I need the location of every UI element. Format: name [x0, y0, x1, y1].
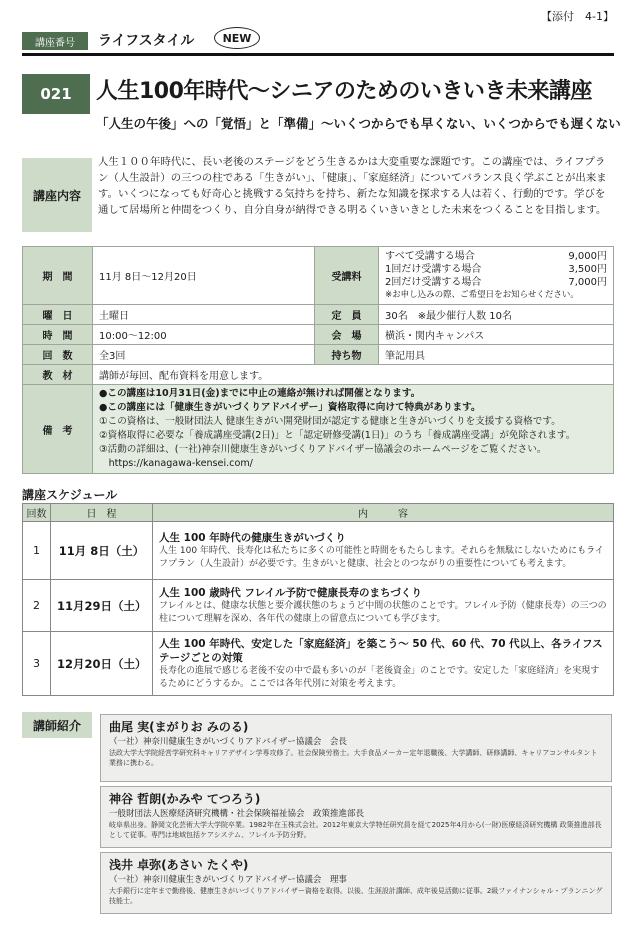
time-label: 時 間 [23, 325, 93, 345]
new-badge: NEW [214, 27, 260, 49]
table-row [23, 522, 614, 580]
fee-list [379, 247, 614, 305]
session-content [153, 522, 614, 580]
category-label: ライフスタイル [98, 33, 195, 49]
lecturer-bio: 岐阜県出身。静岡文化芸術大学大学院卒業。1982年在玉株式会社。2012年東京大学特任研究員を経て2025年4月から(一財)医療経済研究機構 政策推進部長として従事。専門は地域包括ケアシステム、フレイル予防分野。 [109, 821, 602, 839]
note-line: ③活動の詳細は、(一社)神奈川健康生きがいづくりアドバイザー協議会のホームページをご覧ください。 [99, 444, 547, 455]
course-number: 021 [22, 74, 90, 114]
lecturer-affiliation: （一社）神奈川健康生きがいづくりアドバイザー協議会 理事 [109, 875, 347, 885]
fee-row: 2回だけ受講する場合 7,000円 [385, 276, 607, 288]
info-table [22, 246, 614, 474]
session-date: 11月29日（土） [51, 580, 153, 632]
session-title: 人生 100 年時代の健康生きがいづくり [159, 531, 346, 544]
col-date-header: 日 程 [51, 504, 153, 522]
count-label: 回 数 [23, 345, 93, 365]
items-value: 筆記用具 [379, 345, 614, 365]
session-no: 1 [23, 522, 51, 580]
time-value: 10:00～12:00 [93, 325, 315, 345]
period-value: 11月 8日～12月20日 [93, 247, 315, 305]
session-date: 11月 8日（土） [51, 522, 153, 580]
venue-value: 横浜・関内キャンパス [379, 325, 614, 345]
session-content [153, 632, 614, 696]
lecturer-label: 講師紹介 [22, 712, 92, 738]
fee-note: ※お申し込みの際、ご希望日をお知らせください。 [385, 289, 579, 300]
lecturer-name: 神谷 哲朗(かみや てつろう) [109, 792, 261, 806]
material-label: 教 材 [23, 365, 93, 385]
lecturer-card [100, 714, 612, 782]
period-label: 期 間 [23, 247, 93, 305]
items-label: 持ち物 [315, 345, 379, 365]
session-title: 人生 100 年時代、安定した「家庭経済」を築こう～ 50 代、60 代、70 代以上、各ライフステージごとの対策 [159, 637, 603, 664]
schedule-table [22, 503, 614, 696]
material-value: 講師が毎回、配布資料を用意します。 [93, 365, 614, 385]
count-value: 全3回 [93, 345, 315, 365]
note-line: ①この資格は、一般財団法人 健康生きがい開発財団が認定する健康と生きがいづくりを支援する資格です。 [99, 416, 561, 427]
attachment-label: 【添付 4-1】 [541, 10, 614, 23]
schedule-heading: 講座スケジュール [22, 488, 118, 502]
homepage-link[interactable]: https://kanagawa-kensei.com/ [99, 458, 253, 469]
intro-label: 講座内容 [22, 158, 92, 232]
session-no: 2 [23, 580, 51, 632]
fee-label: 受講料 [315, 247, 379, 305]
lecturer-affiliation: （一社）神奈川健康生きがいづくりアドバイザー協議会 会長 [109, 737, 347, 747]
session-title: 人生 100 歳時代 フレイル予防で健康長寿のまちづくり [159, 586, 422, 599]
course-title: 人生100年時代～シニアのためのいきいき未来講座 [96, 79, 592, 104]
fee-row: 1回だけ受講する場合 3,500円 [385, 263, 607, 275]
lecturer-name: 曲尾 実(まがりお みのる) [109, 720, 249, 734]
session-content [153, 580, 614, 632]
notes-box [93, 385, 614, 474]
venue-label: 会 場 [315, 325, 379, 345]
table-row [23, 632, 614, 696]
lecturer-name: 浅井 卓弥(あさい たくや) [109, 858, 249, 872]
table-row [23, 580, 614, 632]
session-desc: フレイルとは、健康な状態と要介護状態のちょうど中間の状態のことです。フレイル予防（健康長寿）の三つの柱について理解を深め、各年代の健康上の留意点についても学びます。 [159, 600, 607, 624]
notes-label: 備 考 [23, 385, 93, 474]
course-subtitle: 「人生の午後」への「覚悟」と「準備」～いくつからでも早くない、いくつからでも遅くない [96, 116, 621, 131]
lecturer-bio: 大手銀行に定年まで勤務後、健康生きがいづくりアドバイザー資格を取得。以後、生涯設計講師、成年後見活動に従事。2級ファイナンシャル・プランニング技能士。 [109, 887, 603, 905]
capacity-value: 30名 ※最少催行人数 10名 [379, 305, 614, 325]
note-line: ②資格取得に必要な「養成講座受講(2日)」と「認定研修受講(1日)」のうち「養成講座受講」が免除されます。 [99, 430, 576, 441]
col-content-header: 内 容 [153, 504, 614, 522]
course-number-label: 講座番号 [22, 32, 88, 50]
day-label: 曜 日 [23, 305, 93, 325]
session-desc: 人生 100 年時代、長寿化は私たちに多くの可能性と時間をもたらします。それらを無駄にしないためにもライフプラン（人生設計）が必要です。生きがいと健康、社会とのつながりの重要性についても考えます。 [159, 545, 604, 569]
lecturer-card [100, 786, 612, 848]
fee-row: すべて受講する場合 9,000円 [385, 250, 607, 262]
note-line: ●この講座は10月31日(金)までに中止の連絡が無ければ開催となります。 [99, 388, 421, 399]
lecturer-bio: 法政大学大学院経営学研究科キャリアデザイン学専攻修了。社会保険労務士。大手食品メーカー定年退職後、大学講師、研修講師、キャリアコンサルタント業務に携わる。 [109, 749, 598, 767]
lecturer-affiliation: 一般財団法人医療経済研究機構・社会保険福祉協会 政策推進部長 [109, 809, 365, 819]
note-line: ●この講座には「健康生きがいづくりアドバイザー」資格取得に向けて特典があります。 [99, 402, 481, 413]
col-no-header: 回数 [23, 504, 51, 522]
lecturer-card [100, 852, 612, 914]
capacity-label: 定 員 [315, 305, 379, 325]
session-desc: 長寿化の進展で感じる老後不安の中で最も多いのが「老後資金」のことです。安定した「家庭経済」を実現するためにどうするか。ここでは各年代別に対策を考えます。 [159, 665, 600, 689]
header-divider [22, 53, 614, 56]
session-no: 3 [23, 632, 51, 696]
intro-text: 人生１００年時代に、長い老後のステージをどう生きるかは大変重要な課題です。この講座では、ライフプラン（人生設計）の三つの柱である「生きがい」、「健康」、「家庭経済」についてバランス良く学ぶことが出来ます。いくつになっても好奇心と挑戦する気持ちを持ち、新たな知識を探求する人は若く、行動的です。学びを通して居場所と仲間をつくり、自分自身が納得できる明るくいきいきとした未来をつくることを目指します。 [98, 156, 607, 216]
day-value: 土曜日 [93, 305, 315, 325]
session-date: 12月20日（土） [51, 632, 153, 696]
